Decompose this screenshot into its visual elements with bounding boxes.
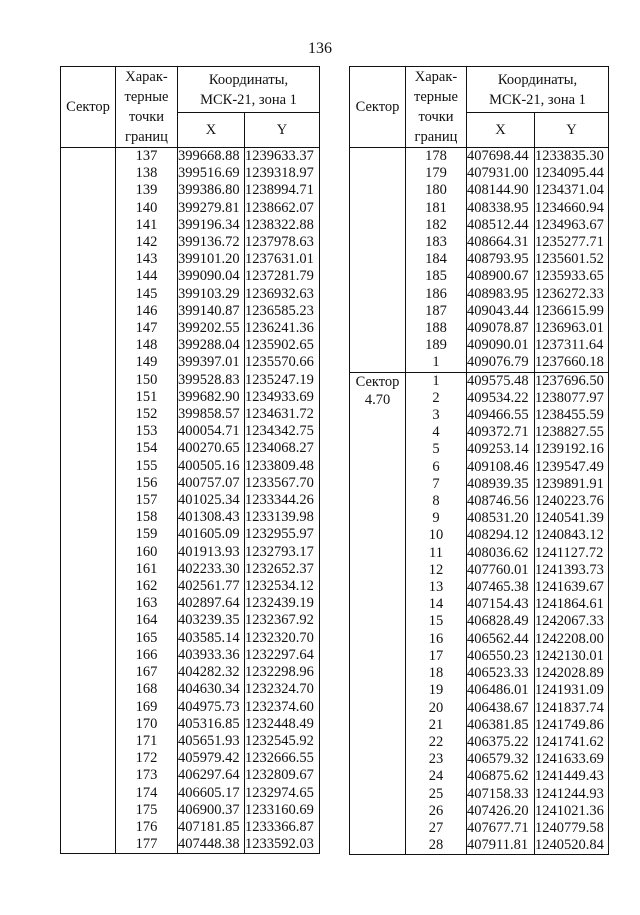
point-number-cell: 169 — [116, 699, 178, 716]
x-column-header: X — [178, 113, 245, 148]
x-coordinate-cell: 401605.09 — [178, 526, 245, 543]
x-coordinate-cell: 406375.22 — [467, 734, 535, 751]
sector-cell — [350, 148, 406, 373]
y-coordinate-cell: 1236585.23 — [245, 303, 320, 320]
x-coordinate-cell: 402561.77 — [178, 578, 245, 595]
point-number-cell: 11 — [406, 545, 467, 562]
table-header — [350, 67, 609, 148]
x-coordinate-cell: 407181.85 — [178, 819, 245, 836]
y-coordinate-cell: 1238994.71 — [245, 182, 320, 199]
y-coordinate-cell: 1240779.58 — [535, 820, 609, 837]
points-header-line: точки — [128, 109, 165, 125]
point-number-cell: 146 — [116, 303, 178, 320]
y-coordinate-cell: 1239633.37 — [245, 148, 320, 166]
point-number-cell: 189 — [406, 337, 467, 354]
y-coordinate-cell: 1235902.65 — [245, 337, 320, 354]
point-number-cell: 159 — [116, 526, 178, 543]
y-coordinate-cell: 1241749.86 — [535, 717, 609, 734]
x-coordinate-cell: 407698.44 — [467, 148, 535, 166]
point-number-cell: 143 — [116, 251, 178, 268]
x-coordinate-cell: 409575.48 — [467, 372, 535, 390]
point-number-cell: 144 — [116, 268, 178, 285]
y-coordinate-cell: 1241633.69 — [535, 751, 609, 768]
y-coordinate-cell: 1241021.36 — [535, 803, 609, 820]
point-number-cell: 157 — [116, 492, 178, 509]
point-number-cell: 10 — [406, 527, 467, 544]
y-coordinate-cell: 1241931.09 — [535, 682, 609, 699]
y-coordinate-cell: 1233160.69 — [245, 802, 320, 819]
sector-cell — [61, 148, 116, 854]
x-coordinate-cell: 406523.33 — [467, 665, 535, 682]
y-coordinate-cell: 1232320.70 — [245, 630, 320, 647]
point-number-cell: 173 — [116, 767, 178, 784]
x-coordinate-cell: 403933.36 — [178, 647, 245, 664]
x-coordinate-cell: 409372.71 — [467, 424, 535, 441]
y-coordinate-cell: 1232367.92 — [245, 612, 320, 629]
x-coordinate-cell: 400270.65 — [178, 440, 245, 457]
coords-column-header — [467, 67, 609, 113]
x-coordinate-cell: 401308.43 — [178, 509, 245, 526]
y-coordinate-cell: 1241864.61 — [535, 596, 609, 613]
x-coordinate-cell: 405979.42 — [178, 750, 245, 767]
y-coordinate-cell: 1238662.07 — [245, 200, 320, 217]
x-coordinate-cell: 409090.01 — [467, 337, 535, 354]
x-coordinate-cell: 408036.62 — [467, 545, 535, 562]
point-number-cell: 163 — [116, 595, 178, 612]
y-coordinate-cell: 1232652.37 — [245, 561, 320, 578]
x-coordinate-cell: 402233.30 — [178, 561, 245, 578]
x-coordinate-cell: 404630.34 — [178, 681, 245, 698]
x-coordinate-cell: 406550.23 — [467, 648, 535, 665]
x-coordinate-cell: 406297.64 — [178, 767, 245, 784]
x-coordinate-cell: 399386.80 — [178, 182, 245, 199]
x-coordinate-cell: 408983.95 — [467, 286, 535, 303]
coordinates-table-left — [60, 66, 320, 854]
point-number-cell: 181 — [406, 200, 467, 217]
point-number-cell: 170 — [116, 716, 178, 733]
y-coordinate-cell: 1232439.19 — [245, 595, 320, 612]
x-coordinate-cell: 399090.04 — [178, 268, 245, 285]
point-number-cell: 176 — [116, 819, 178, 836]
point-number-cell: 18 — [406, 665, 467, 682]
y-coordinate-cell: 1239547.49 — [535, 459, 609, 476]
x-coordinate-cell: 406875.62 — [467, 768, 535, 785]
y-coordinate-cell: 1241127.72 — [535, 545, 609, 562]
x-coordinate-cell: 406486.01 — [467, 682, 535, 699]
point-number-cell: 138 — [116, 165, 178, 182]
point-number-cell: 165 — [116, 630, 178, 647]
page-number: 136 — [308, 40, 332, 57]
table-body-right — [350, 148, 609, 855]
x-coordinate-cell: 406562.44 — [467, 631, 535, 648]
points-header-line: Харак- — [414, 69, 458, 85]
y-coordinate-cell: 1235601.52 — [535, 251, 609, 268]
coords-header-line: Координаты, — [208, 71, 289, 88]
y-coordinate-cell: 1233344.26 — [245, 492, 320, 509]
y-coordinate-cell: 1240541.39 — [535, 510, 609, 527]
x-coordinate-cell: 408512.44 — [467, 217, 535, 234]
x-coordinate-cell: 400757.07 — [178, 475, 245, 492]
y-coordinate-cell: 1234342.75 — [245, 423, 320, 440]
x-coordinate-cell: 399682.90 — [178, 389, 245, 406]
y-coordinate-cell: 1240520.84 — [535, 837, 609, 855]
y-coordinate-cell: 1233366.87 — [245, 819, 320, 836]
point-number-cell: 153 — [116, 423, 178, 440]
y-coordinate-cell: 1239318.97 — [245, 165, 320, 182]
x-column-header: X — [467, 113, 535, 148]
point-number-cell: 26 — [406, 803, 467, 820]
x-coordinate-cell: 409078.87 — [467, 320, 535, 337]
x-coordinate-cell: 407911.81 — [467, 837, 535, 855]
y-coordinate-cell: 1234068.27 — [245, 440, 320, 457]
point-number-cell: 158 — [116, 509, 178, 526]
points-header-line: терные — [414, 89, 458, 105]
y-coordinate-cell: 1238827.55 — [535, 424, 609, 441]
sector-name-line: 4.70 — [364, 391, 391, 408]
x-coordinate-cell: 407931.00 — [467, 165, 535, 182]
point-number-cell: 168 — [116, 681, 178, 698]
point-number-cell: 161 — [116, 561, 178, 578]
point-number-cell: 183 — [406, 234, 467, 251]
y-coordinate-cell: 1239891.91 — [535, 476, 609, 493]
coordinates-table-right — [349, 66, 609, 855]
y-coordinate-cell: 1234660.94 — [535, 200, 609, 217]
x-coordinate-cell: 409534.22 — [467, 390, 535, 407]
y-coordinate-cell: 1235933.65 — [535, 268, 609, 285]
point-number-cell: 162 — [116, 578, 178, 595]
y-coordinate-cell: 1241639.67 — [535, 579, 609, 596]
point-number-cell: 155 — [116, 458, 178, 475]
y-coordinate-cell: 1232374.60 — [245, 699, 320, 716]
point-number-cell: 188 — [406, 320, 467, 337]
x-coordinate-cell: 399516.69 — [178, 165, 245, 182]
y-coordinate-cell: 1235247.19 — [245, 372, 320, 389]
x-coordinate-cell: 408664.31 — [467, 234, 535, 251]
y-coordinate-cell: 1237311.64 — [535, 337, 609, 354]
point-number-cell: 28 — [406, 837, 467, 855]
x-coordinate-cell: 399668.88 — [178, 148, 245, 166]
points-column-header — [116, 67, 178, 148]
x-coordinate-cell: 399196.34 — [178, 217, 245, 234]
x-coordinate-cell: 409253.14 — [467, 441, 535, 458]
y-coordinate-cell: 1240223.76 — [535, 493, 609, 510]
y-coordinate-cell: 1232297.64 — [245, 647, 320, 664]
point-number-cell: 20 — [406, 700, 467, 717]
x-coordinate-cell: 406605.17 — [178, 785, 245, 802]
x-coordinate-cell: 406438.67 — [467, 700, 535, 717]
points-header-line: терные — [124, 89, 169, 105]
x-coordinate-cell: 399858.57 — [178, 406, 245, 423]
point-number-cell: 187 — [406, 303, 467, 320]
point-number-cell: 3 — [406, 407, 467, 424]
y-coordinate-cell: 1242130.01 — [535, 648, 609, 665]
point-number-cell: 151 — [116, 389, 178, 406]
x-coordinate-cell: 401913.93 — [178, 544, 245, 561]
x-coordinate-cell: 403585.14 — [178, 630, 245, 647]
y-coordinate-cell: 1241449.43 — [535, 768, 609, 785]
x-coordinate-cell: 407448.38 — [178, 836, 245, 854]
coords-header-line: МСК-21, зона 1 — [200, 91, 297, 108]
x-coordinate-cell: 400054.71 — [178, 423, 245, 440]
x-coordinate-cell: 401025.34 — [178, 492, 245, 509]
coords-header-line: Координаты, — [497, 71, 578, 88]
point-number-cell: 145 — [116, 286, 178, 303]
table-row — [61, 148, 320, 166]
point-number-cell: 27 — [406, 820, 467, 837]
x-coordinate-cell: 406579.32 — [467, 751, 535, 768]
x-coordinate-cell: 399528.83 — [178, 372, 245, 389]
point-number-cell: 19 — [406, 682, 467, 699]
x-coordinate-cell: 399202.55 — [178, 320, 245, 337]
y-coordinate-cell: 1236272.33 — [535, 286, 609, 303]
y-coordinate-cell: 1241837.74 — [535, 700, 609, 717]
x-coordinate-cell: 407154.43 — [467, 596, 535, 613]
x-coordinate-cell: 407426.20 — [467, 803, 535, 820]
y-coordinate-cell: 1234963.67 — [535, 217, 609, 234]
y-coordinate-cell: 1241741.62 — [535, 734, 609, 751]
y-coordinate-cell: 1242208.00 — [535, 631, 609, 648]
y-coordinate-cell: 1240843.12 — [535, 527, 609, 544]
x-coordinate-cell: 407158.33 — [467, 786, 535, 803]
y-coordinate-cell: 1232955.97 — [245, 526, 320, 543]
point-number-cell: 24 — [406, 768, 467, 785]
y-coordinate-cell: 1232298.96 — [245, 664, 320, 681]
y-coordinate-cell: 1233835.30 — [535, 148, 609, 166]
x-coordinate-cell: 407677.71 — [467, 820, 535, 837]
x-coordinate-cell: 408939.35 — [467, 476, 535, 493]
point-number-cell: 147 — [116, 320, 178, 337]
x-coordinate-cell: 408338.95 — [467, 200, 535, 217]
point-number-cell: 1 — [406, 354, 467, 372]
points-header-line: границ — [125, 129, 168, 145]
x-coordinate-cell: 399288.04 — [178, 337, 245, 354]
y-column-header: Y — [535, 113, 609, 148]
point-number-cell: 139 — [116, 182, 178, 199]
x-coordinate-cell: 400505.16 — [178, 458, 245, 475]
point-number-cell: 13 — [406, 579, 467, 596]
x-coordinate-cell: 409076.79 — [467, 354, 535, 372]
y-coordinate-cell: 1236615.99 — [535, 303, 609, 320]
point-number-cell: 184 — [406, 251, 467, 268]
y-coordinate-cell: 1233592.03 — [245, 836, 320, 854]
point-number-cell: 9 — [406, 510, 467, 527]
y-coordinate-cell: 1237631.01 — [245, 251, 320, 268]
y-coordinate-cell: 1232545.92 — [245, 733, 320, 750]
table-row — [350, 372, 609, 390]
point-number-cell: 156 — [116, 475, 178, 492]
table-header — [61, 67, 320, 148]
point-number-cell: 25 — [406, 786, 467, 803]
sector-column-header: Сектор — [61, 67, 116, 148]
y-coordinate-cell: 1234933.69 — [245, 389, 320, 406]
point-number-cell: 12 — [406, 562, 467, 579]
y-coordinate-cell: 1241244.93 — [535, 786, 609, 803]
x-coordinate-cell: 399279.81 — [178, 200, 245, 217]
y-coordinate-cell: 1233567.70 — [245, 475, 320, 492]
y-coordinate-cell: 1233809.48 — [245, 458, 320, 475]
point-number-cell: 152 — [116, 406, 178, 423]
y-coordinate-cell: 1237660.18 — [535, 354, 609, 372]
points-header-line: границ — [414, 129, 458, 145]
x-coordinate-cell: 409043.44 — [467, 303, 535, 320]
y-coordinate-cell: 1237978.63 — [245, 234, 320, 251]
point-number-cell: 164 — [116, 612, 178, 629]
x-coordinate-cell: 403239.35 — [178, 612, 245, 629]
y-coordinate-cell: 1237281.79 — [245, 268, 320, 285]
y-coordinate-cell: 1238077.97 — [535, 390, 609, 407]
sector-cell — [350, 372, 406, 855]
point-number-cell: 17 — [406, 648, 467, 665]
y-coordinate-cell: 1236932.63 — [245, 286, 320, 303]
point-number-cell: 142 — [116, 234, 178, 251]
point-number-cell: 8 — [406, 493, 467, 510]
point-number-cell: 140 — [116, 200, 178, 217]
x-coordinate-cell: 408144.90 — [467, 182, 535, 199]
x-coordinate-cell: 406900.37 — [178, 802, 245, 819]
point-number-cell: 171 — [116, 733, 178, 750]
point-number-cell: 2 — [406, 390, 467, 407]
x-coordinate-cell: 404282.32 — [178, 664, 245, 681]
point-number-cell: 14 — [406, 596, 467, 613]
x-coordinate-cell: 407465.38 — [467, 579, 535, 596]
point-number-cell: 22 — [406, 734, 467, 751]
x-coordinate-cell: 399136.72 — [178, 234, 245, 251]
y-coordinate-cell: 1236963.01 — [535, 320, 609, 337]
x-coordinate-cell: 402897.64 — [178, 595, 245, 612]
point-number-cell: 177 — [116, 836, 178, 854]
x-coordinate-cell: 408294.12 — [467, 527, 535, 544]
point-number-cell: 175 — [116, 802, 178, 819]
point-number-cell: 1 — [406, 372, 467, 390]
sector-column-header: Сектор — [350, 67, 406, 148]
y-coordinate-cell: 1242028.89 — [535, 665, 609, 682]
point-number-cell: 172 — [116, 750, 178, 767]
y-coordinate-cell: 1235570.66 — [245, 354, 320, 371]
y-coordinate-cell: 1236241.36 — [245, 320, 320, 337]
x-coordinate-cell: 399103.29 — [178, 286, 245, 303]
y-coordinate-cell: 1232809.67 — [245, 767, 320, 784]
x-coordinate-cell: 409108.46 — [467, 459, 535, 476]
y-coordinate-cell: 1238455.59 — [535, 407, 609, 424]
point-number-cell: 16 — [406, 631, 467, 648]
x-coordinate-cell: 408746.56 — [467, 493, 535, 510]
point-number-cell: 5 — [406, 441, 467, 458]
point-number-cell: 180 — [406, 182, 467, 199]
point-number-cell: 15 — [406, 613, 467, 630]
point-number-cell: 4 — [406, 424, 467, 441]
table-row — [350, 148, 609, 166]
y-coordinate-cell: 1232448.49 — [245, 716, 320, 733]
y-coordinate-cell: 1234631.72 — [245, 406, 320, 423]
point-number-cell: 23 — [406, 751, 467, 768]
y-coordinate-cell: 1238322.88 — [245, 217, 320, 234]
points-column-header — [406, 67, 467, 148]
point-number-cell: 6 — [406, 459, 467, 476]
x-coordinate-cell: 406828.49 — [467, 613, 535, 630]
table-body-left — [61, 148, 320, 854]
points-header-line: точки — [418, 109, 454, 125]
y-coordinate-cell: 1232666.55 — [245, 750, 320, 767]
x-coordinate-cell: 399101.20 — [178, 251, 245, 268]
y-coordinate-cell: 1242067.33 — [535, 613, 609, 630]
point-number-cell: 166 — [116, 647, 178, 664]
point-number-cell: 7 — [406, 476, 467, 493]
x-coordinate-cell: 399140.87 — [178, 303, 245, 320]
point-number-cell: 149 — [116, 354, 178, 371]
point-number-cell: 154 — [116, 440, 178, 457]
y-coordinate-cell: 1241393.73 — [535, 562, 609, 579]
coords-header-line: МСК-21, зона 1 — [489, 91, 586, 108]
point-number-cell: 185 — [406, 268, 467, 285]
y-coordinate-cell: 1233139.98 — [245, 509, 320, 526]
x-coordinate-cell: 406381.85 — [467, 717, 535, 734]
point-number-cell: 179 — [406, 165, 467, 182]
x-coordinate-cell: 405316.85 — [178, 716, 245, 733]
y-coordinate-cell: 1232534.12 — [245, 578, 320, 595]
point-number-cell: 150 — [116, 372, 178, 389]
point-number-cell: 178 — [406, 148, 467, 166]
point-number-cell: 182 — [406, 217, 467, 234]
point-number-cell: 21 — [406, 717, 467, 734]
point-number-cell: 137 — [116, 148, 178, 166]
y-coordinate-cell: 1232974.65 — [245, 785, 320, 802]
point-number-cell: 141 — [116, 217, 178, 234]
x-coordinate-cell: 408793.95 — [467, 251, 535, 268]
points-header-line: Харак- — [125, 69, 168, 85]
point-number-cell: 186 — [406, 286, 467, 303]
point-number-cell: 160 — [116, 544, 178, 561]
y-coordinate-cell: 1234095.44 — [535, 165, 609, 182]
x-coordinate-cell: 399397.01 — [178, 354, 245, 371]
point-number-cell: 148 — [116, 337, 178, 354]
x-coordinate-cell: 404975.73 — [178, 699, 245, 716]
y-coordinate-cell: 1234371.04 — [535, 182, 609, 199]
sector-name-line: Сектор — [355, 373, 400, 390]
point-number-cell: 167 — [116, 664, 178, 681]
y-coordinate-cell: 1232324.70 — [245, 681, 320, 698]
x-coordinate-cell: 409466.55 — [467, 407, 535, 424]
x-coordinate-cell: 408900.67 — [467, 268, 535, 285]
y-coordinate-cell: 1239192.16 — [535, 441, 609, 458]
point-number-cell: 174 — [116, 785, 178, 802]
y-column-header: Y — [245, 113, 320, 148]
x-coordinate-cell: 405651.93 — [178, 733, 245, 750]
coords-column-header — [178, 67, 320, 113]
y-coordinate-cell: 1232793.17 — [245, 544, 320, 561]
x-coordinate-cell: 407760.01 — [467, 562, 535, 579]
y-coordinate-cell: 1237696.50 — [535, 372, 609, 390]
x-coordinate-cell: 408531.20 — [467, 510, 535, 527]
y-coordinate-cell: 1235277.71 — [535, 234, 609, 251]
